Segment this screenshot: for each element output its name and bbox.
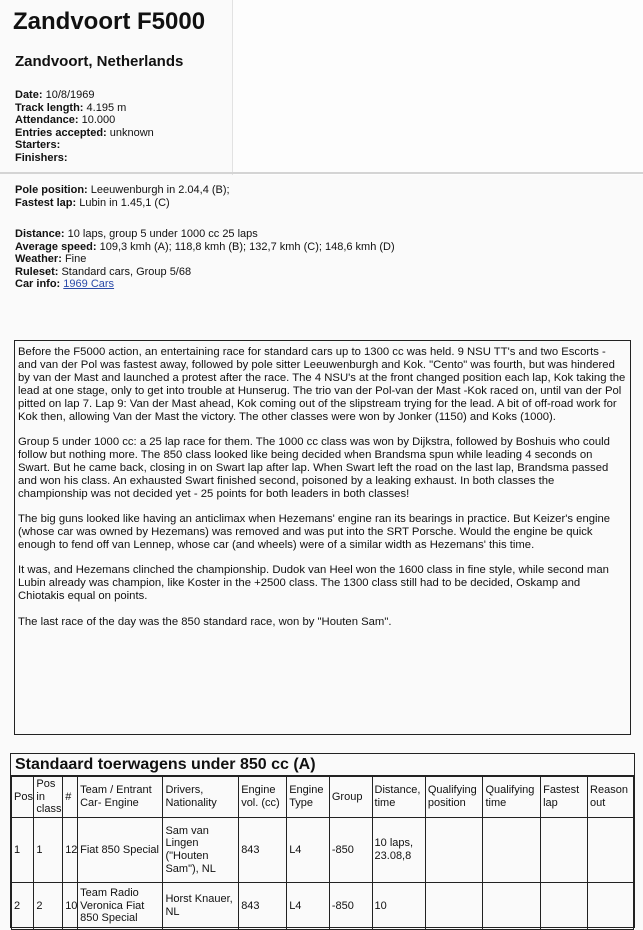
table-cell: Horst Knauer, NL (163, 883, 239, 930)
location: Zandvoort, Netherlands (15, 53, 184, 70)
table-cell: L4 (287, 883, 330, 930)
race-story (14, 340, 631, 735)
scan-margin (232, 0, 643, 175)
info-starters: Starters: (15, 139, 61, 152)
table-cell (425, 883, 483, 930)
info-pole: Pole position: Leeuwenburgh in 2.04,4 (B); (15, 184, 230, 196)
info-average-speed: Average speed: 109,3 kmh (A); 118,8 kmh (B); 132,7 kmh (C); 148,6 kmh (D) (15, 240, 395, 253)
info-ruleset: Ruleset: Standard cars, Group 5/68 (15, 265, 192, 278)
col-header: Engine Type (287, 777, 330, 818)
table-cell (588, 883, 634, 930)
results-table-container (10, 753, 635, 928)
table-cell: -850 (329, 883, 372, 930)
col-header: Fastest lap (541, 777, 588, 818)
col-header: Pos (12, 777, 34, 818)
table-cell: 10 (63, 883, 78, 930)
table-cell (483, 818, 541, 883)
car-info-link[interactable]: 1969 Cars (63, 278, 115, 291)
table-cell: 2 (34, 883, 63, 930)
table-cell (425, 818, 483, 883)
table-row (12, 883, 634, 930)
table-cell (588, 818, 634, 883)
scan-fold (0, 172, 643, 174)
table-cell: 843 (239, 818, 287, 883)
col-header: Team / Entrant Car- Engine (78, 777, 163, 818)
info-entries: Entries accepted: unknown (15, 126, 154, 139)
col-header: # (63, 777, 78, 818)
col-header: Pos in class (34, 777, 63, 818)
page-title: Zandvoort F5000 (13, 8, 206, 35)
story-paragraph: It was, and Hezemans clinched the championship. Dudok van Heel won the 1600 class in fine style, while second man Lubin already was champion, like Koster in the +2500 class. The 1300 class still had to be decided, Oskamp and Chiotakis equal on points. (18, 564, 609, 603)
info-date: Date: 10/8/1969 (15, 89, 95, 101)
table-cell: L4 (287, 818, 330, 883)
info-finishers: Finishers: (15, 151, 68, 164)
info-fastest-lap: Fastest lap: Lubin in 1.45,1 (C) (15, 196, 170, 209)
col-header: Qualifying time (483, 777, 541, 818)
records-info (15, 184, 230, 209)
story-paragraph: The big guns looked like having an anticlimax when Hezemans' engine ran its bearings in practice. But Keizer's engine (whose car was owned by Hezemans) was removed and was put into the SRT Porsche. Would the engine be quick enough to fend off van Lennep, whose car (and wheels) were of a similar width as Hezemans' this time. (18, 513, 611, 551)
table-cell: 12 (63, 818, 78, 883)
info-track-length: Track length: 4.195 m (15, 101, 127, 114)
table-cell: Fiat 850 Special (78, 818, 163, 883)
table-cell (541, 883, 588, 930)
table-cell: 843 (239, 883, 287, 930)
results-table (11, 776, 634, 930)
story-paragraph: The last race of the day was the 850 standard race, won by "Houten Sam". (18, 615, 392, 628)
table-cell: -850 (329, 818, 372, 883)
col-header: Engine vol. (cc) (239, 777, 287, 818)
table-cell: 1 (34, 818, 63, 883)
info-weather: Weather: Fine (15, 253, 87, 266)
col-header: Distance, time (372, 777, 425, 818)
table-cell (541, 818, 588, 883)
table-cell: Team Radio Veronica Fiat 850 Special (78, 883, 163, 930)
col-header: Reason out (588, 777, 634, 818)
story-paragraph: Group 5 under 1000 cc: a 25 lap race for them. The 1000 cc class was won by Dijkstra, followed by Boshuis who could follow but nothing more. The 850 class looked like being decided when Brandsma spun while leading 4 seconds on Swart. But he came back, closing in on Swart lap after lap. When Swart left the road on the last lap, Brandsma passed and won his class. An exhausted Swart finished second, poisoned by a leaking exhaust. In both classes the championship was not decided yet - 25 points for both leaders in both classes! (18, 436, 610, 500)
info-attendance: Attendance: 10.000 (15, 114, 116, 127)
story-paragraph: Before the F5000 action, an entertaining race for standard cars up to 1300 cc was held. 9 NSU TT's and two Escorts - and van der Pol was fastest away, followed by pole sitter Leeuwenburgh and Kok. "Cento" was fourth, but was hindered by van der Mast and launched a protest after the race. The 4 NSU's at the front changed position each lap, Kok taking the lead at one stage, only to get into trouble at Hunserug. The trio van der Pol-van der Mast -Kok raced on, until van der Pol pitted on lap 7. Lap 9: Van der Mast ahead, Kok coming out of the slipstream trying for the lead. A bit of off-road work for Kok then, allowing Van der Mast the victory. The other classes were won by Jonker (1150) and Koks (1000). (18, 346, 626, 423)
event-info (15, 89, 154, 165)
table-cell: Sam van Lingen ("Houten Sam"), NL (163, 818, 239, 883)
table-row (12, 818, 634, 883)
table-cell: 1 (12, 818, 34, 883)
table-cell: 10 (372, 883, 425, 930)
table-cell (483, 883, 541, 930)
info-distance: Distance: 10 laps, group 5 under 1000 cc 25 laps (15, 228, 258, 240)
col-header: Qualifying position (425, 777, 483, 818)
info-car-info: Car info: 1969 Cars (15, 278, 115, 291)
col-header: Drivers, Nationality (163, 777, 239, 818)
table-header-row (12, 777, 634, 818)
col-header: Group (329, 777, 372, 818)
results-table-title: Standaard toerwagens under 850 cc (A) (11, 754, 634, 776)
table-cell: 10 laps, 23.08,8 (372, 818, 425, 883)
race-info (15, 228, 395, 291)
table-cell: 2 (12, 883, 34, 930)
